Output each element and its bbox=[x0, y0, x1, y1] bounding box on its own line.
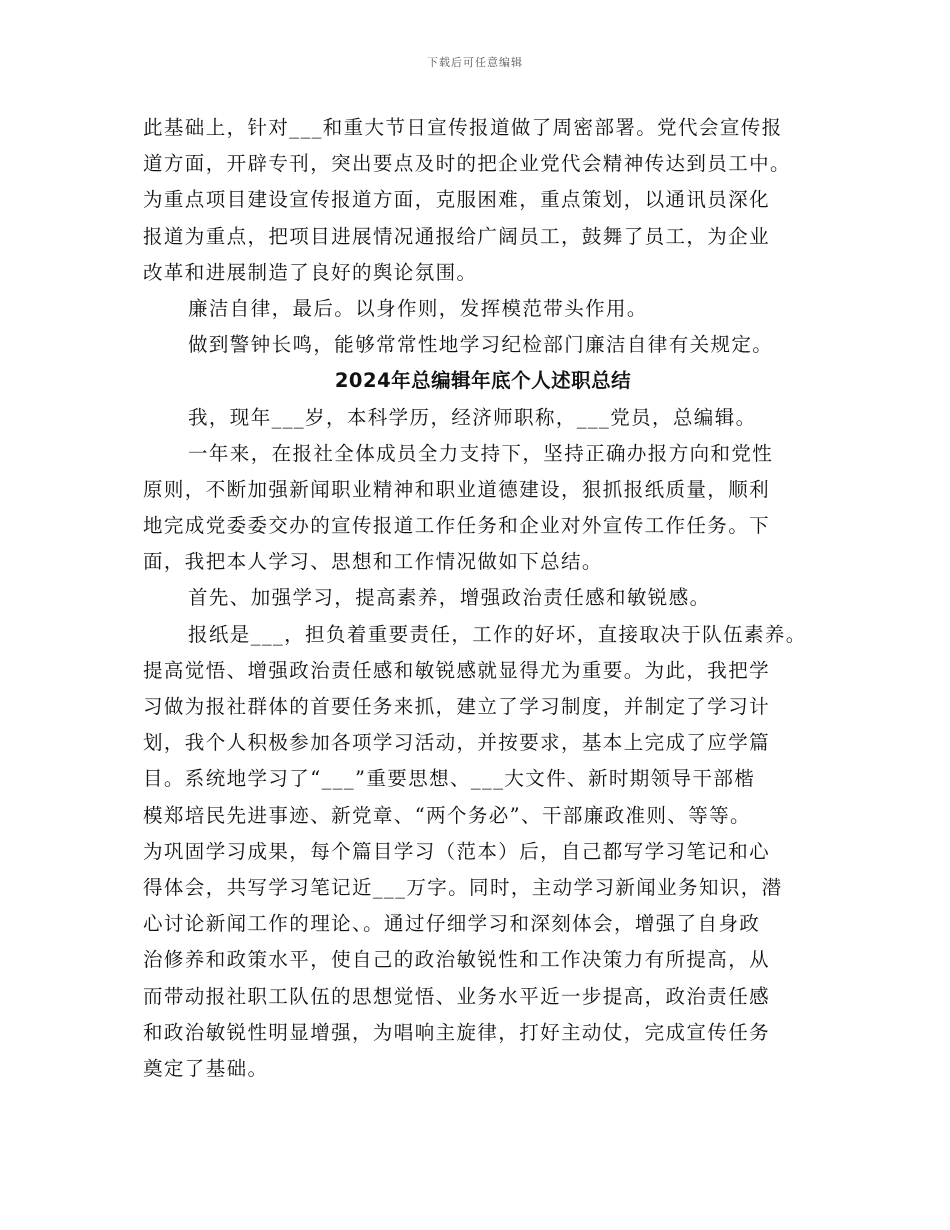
paragraph-line: 奠定了基础。 bbox=[143, 1056, 269, 1080]
page-header-note: 下载后可任意编辑 bbox=[427, 56, 523, 69]
paragraph-line: 划，我个人积极参加各项学习活动，并按要求，基本上完成了应学篇 bbox=[143, 731, 771, 755]
document-body bbox=[143, 110, 843, 1087]
paragraph-line: 面，我把本人学习、思想和工作情况做如下总结。 bbox=[143, 550, 603, 574]
paragraph-line: 报纸是___，担负着重要责任，工作的好坏，直接取决于队伍素养。 bbox=[188, 622, 807, 646]
paragraph-line: 目。系统地学习了“___”重要思想、___大文件、新时期领导干部楷 bbox=[143, 767, 756, 791]
paragraph-line: 改革和进展制造了良好的舆论氛围。 bbox=[143, 260, 478, 284]
paragraph-line: 心讨论新闻工作的理论、。通过仔细学习和深刻体会，增强了自身政 bbox=[143, 912, 761, 936]
paragraph-line: 治修养和政策水平，使自己的政治敏锐性和工作决策力有所提高，从 bbox=[143, 948, 771, 972]
paragraph-line: 我，现年___岁，本科学历，经济师职称，___党员，总编辑。 bbox=[188, 405, 757, 429]
paragraph-line: 和政治敏锐性明显增强，为唱响主旋律，打好主动仗，完成宣传任务 bbox=[143, 1020, 771, 1044]
paragraph-line: 模郑培民先进事迹、新党章、“两个务必”、干部廉政准则、等等。 bbox=[143, 803, 751, 827]
paragraph-line: 道方面，开辟专刊，突出要点及时的把企业党代会精神传达到员工中。 bbox=[143, 152, 791, 176]
paragraph-line: 习做为报社群体的首要任务来抓，建立了学习制度，并制定了学习计 bbox=[143, 695, 771, 718]
section-title: 2024年总编辑年底个人述职总结 bbox=[334, 369, 632, 393]
paragraph-line: 而带动报社职工队伍的思想觉悟、业务水平近一步提高，政治责任感 bbox=[143, 984, 771, 1008]
paragraph-line: 为重点项目建设宣传报道方面，克服困难，重点策划，以通讯员深化 bbox=[143, 188, 771, 212]
paragraph-line: 一年来，在报社全体成员全力支持下，坚持正确办报方向和党性 bbox=[188, 441, 774, 465]
paragraph-line: 廉洁自律，最后。以身作则，发挥模范带头作用。 bbox=[188, 296, 648, 320]
paragraph-line: 此基础上，针对___和重大节日宣传报道做了周密部署。党代会宣传报 bbox=[143, 116, 783, 139]
paragraph-line: 得体会，共写学习笔记近___万字。同时，主动学习新闻业务知识，潜 bbox=[143, 875, 783, 899]
paragraph-line: 原则，不断加强新闻职业精神和职业道德建设，狠抓报纸质量，顺利 bbox=[143, 477, 771, 501]
paragraph-line: 为巩固学习成果，每个篇目学习（范本）后，自己都写学习笔记和心 bbox=[143, 839, 771, 863]
paragraph-line: 首先、加强学习，提高素养，增强政治责任感和敏锐感。 bbox=[188, 586, 711, 610]
paragraph-line: 报道为重点，把项目进展情况通报给广阔员工，鼓舞了员工，为企业 bbox=[143, 224, 771, 248]
paragraph-line: 地完成党委委交办的宣传报道工作任务和企业对外宣传工作任务。下 bbox=[143, 514, 771, 538]
paragraph-line: 提高觉悟、增强政治责任感和敏锐感就显得尤为重要。为此，我把学 bbox=[143, 658, 771, 682]
paragraph-line: 做到警钟长鸣，能够常常性地学习纪检部门廉洁自律有关规定。 bbox=[188, 333, 774, 357]
